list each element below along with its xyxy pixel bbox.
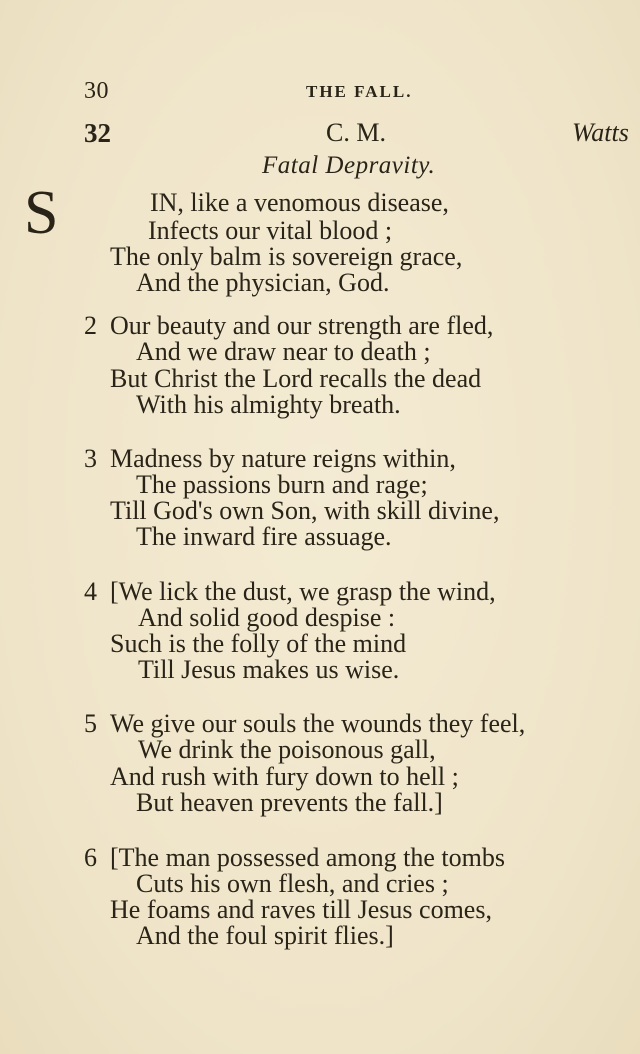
verse-line: Infects our vital blood ;	[148, 216, 393, 245]
verse-line: And we draw near to death ;	[136, 337, 431, 366]
verse-line: He foams and raves till Jesus comes,	[110, 895, 492, 924]
verse-line: We give our souls the wounds they feel,	[110, 709, 526, 738]
verse-line: [We lick the dust, we grasp the wind,	[110, 577, 496, 606]
verse-line: With his almighty breath.	[136, 390, 401, 419]
stanza-number: 6	[84, 843, 97, 872]
hymn-author: Watts	[572, 118, 629, 147]
verse-line: But heaven prevents the fall.]	[136, 788, 443, 817]
verse-line: Till God's own Son, with skill divine,	[110, 496, 500, 525]
verse-line: And the foul spirit flies.]	[136, 921, 394, 950]
page-header	[84, 78, 640, 108]
hymn-header	[84, 118, 640, 154]
running-head: THE FALL.	[306, 82, 413, 101]
verse-line: The passions burn and rage;	[136, 470, 428, 499]
verse-line: We drink the poisonous gall,	[138, 735, 436, 764]
verse-line: And solid good despise :	[138, 603, 396, 632]
verse-line: And rush with fury down to hell ;	[110, 762, 459, 791]
stanza-number: 5	[84, 709, 97, 738]
verse-line: And the physician, God.	[136, 268, 390, 297]
verse-line: [The man possessed among the tombs	[110, 843, 505, 872]
page-number: 30	[84, 78, 109, 104]
stanza-number: 2	[84, 311, 97, 340]
verse-line: Our beauty and our strength are fled,	[110, 311, 494, 340]
verse-line: Such is the folly of the mind	[110, 629, 407, 658]
verse-line: The only balm is sovereign grace,	[110, 242, 463, 271]
hymn-subtitle: Fatal Depravity.	[262, 152, 436, 179]
verse-line: IN, like a venomous disease,	[150, 188, 449, 217]
stanza-number: 3	[84, 444, 97, 473]
verse-line: Till Jesus makes us wise.	[138, 655, 400, 684]
hymn-number: 32	[84, 118, 111, 148]
stanza-number: 4	[84, 577, 97, 606]
verse-line: The inward fire assuage.	[136, 522, 392, 551]
verse-line: Madness by nature reigns within,	[110, 444, 456, 473]
verse-line: But Christ the Lord recalls the dead	[110, 364, 482, 393]
verse-line: Cuts his own flesh, and cries ;	[136, 869, 449, 898]
drop-cap: S	[24, 179, 59, 247]
hymn-meter: C. M.	[326, 118, 386, 147]
